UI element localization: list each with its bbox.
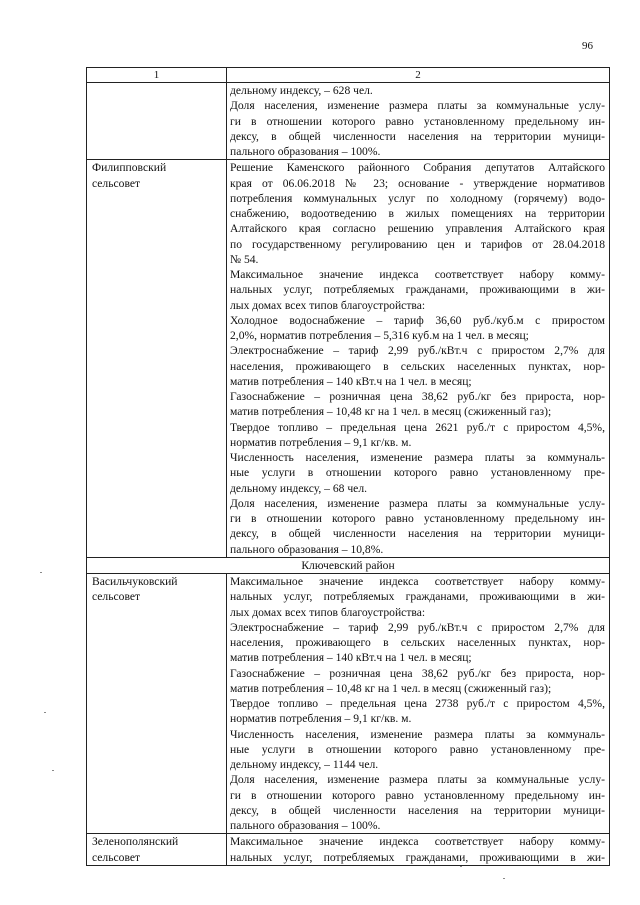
table-header-row: [87, 68, 610, 83]
description-line: Численность населения, изменение размера платы за коммуналь-: [230, 451, 605, 464]
municipality-cell: [87, 83, 227, 160]
description-line: дельному индексу, – 68 чел.: [230, 481, 368, 495]
description-line: Твердое топливо – предельная цена 2738 руб./т с приростом 4,5%,: [230, 697, 605, 710]
municipality-cell: [87, 574, 227, 834]
description-line: матив потребления – 140 кВт.ч на 1 чел. в месяц;: [230, 651, 472, 665]
description-line: норматив потребления – 9,1 кг/кв. м.: [230, 712, 412, 726]
header-col-2: 2: [227, 68, 610, 83]
description-line: края от 06.06.2018 № 23; основание - утверждение нормативов: [230, 176, 605, 190]
description-line: дексу, в общей численности населения на территории муници-: [230, 527, 605, 541]
description-line: Доля населения, изменение размера платы за коммунальные услу-: [230, 496, 605, 510]
description-cell: [227, 574, 610, 834]
description-line: нальных услуг, потребляемых гражданами, проживающими в жи-: [230, 850, 605, 864]
municipality-name-line: Васильчуковский: [92, 575, 178, 588]
description-line: Электроснабжение – тариф 2,99 руб./кВт.ч с приростом 2,7% для: [230, 620, 605, 634]
header-col-1: 1: [87, 68, 227, 83]
description-cell: [227, 83, 610, 160]
description-line: Максимальное значение индекса соответствует набору комму-: [230, 268, 605, 281]
description-line: нальных услуг, потребляемых гражданами, проживающими в жи-: [230, 283, 605, 297]
scan-speck: [40, 572, 42, 573]
description-line: матив потребления – 10,48 кг на 1 чел. в месяц (сжиженный газ);: [230, 681, 552, 695]
scan-speck: [460, 866, 462, 867]
description-line: снабжению, водоотведению в жилых помещениях на территории: [230, 207, 605, 220]
table-row: [87, 83, 610, 160]
description-line: Доля населения, изменение размера платы за коммунальные услу-: [230, 99, 605, 113]
municipality-cell: [87, 834, 227, 866]
table-row: [87, 834, 610, 866]
description-line: № 54.: [230, 252, 259, 266]
description-cell: [227, 834, 610, 866]
table-row: [87, 574, 610, 834]
description-line: Максимальное значение индекса соответствует набору комму-: [230, 575, 605, 588]
description-line: дексу, в общей численности населения на территории муници-: [230, 803, 605, 817]
description-line: матив потребления – 140 кВт.ч на 1 чел. в месяц;: [230, 374, 472, 388]
description-line: Решение Каменского районного Собрания депутатов Алтайского: [230, 161, 605, 175]
municipality-name-line: сельсовет: [92, 176, 141, 190]
description-line: потребления коммунальных услуг по холодному (горячему) водо-: [230, 191, 605, 205]
tariff-table: [86, 67, 610, 866]
municipality-name-line: сельсовет: [92, 850, 141, 864]
municipality-cell: [87, 160, 227, 558]
scan-speck: [52, 770, 54, 771]
description-line: Газоснабжение – розничная цена 38,62 руб./кг без прироста, нор-: [230, 390, 605, 403]
description-line: ги в отношении которого равно установленному предельному ин-: [230, 788, 605, 802]
description-line: Газоснабжение – розничная цена 38,62 руб./кг без прироста, нор-: [230, 666, 605, 680]
description-line: Доля населения, изменение размера платы за коммунальные услу-: [230, 773, 605, 787]
description-line: по государственному регулированию цен и тарифов от 28.04.2018: [230, 237, 605, 251]
description-line: пального образования – 100%.: [230, 145, 381, 158]
description-line: пального образования – 100%.: [230, 819, 381, 832]
description-line: лых домах всех типов благоустройства:: [230, 298, 426, 312]
page-number: 96: [582, 40, 593, 52]
description-line: ные услуги в отношении которого равно установленному пре-: [230, 466, 605, 480]
description-line: Алтайского края согласно решению управления Алтайского края: [230, 222, 605, 236]
description-line: 2,0%, норматив потребления – 5,316 куб.м на 1 чел. в месяц;: [230, 329, 529, 342]
description-line: дексу, в общей численности населения на территории муници-: [230, 129, 605, 143]
region-heading: Ключевский район: [87, 557, 610, 573]
description-line: Численность населения, изменение размера платы за коммуналь-: [230, 727, 605, 741]
municipality-name-line: Филипповский: [92, 161, 167, 175]
description-line: Холодное водоснабжение – тариф 36,60 руб./куб.м с приростом: [230, 313, 605, 327]
scan-speck: [44, 712, 46, 713]
description-line: Максимальное значение индекса соответствует набору комму-: [230, 835, 605, 849]
description-line: пального образования – 10,8%.: [230, 542, 384, 556]
description-line: матив потребления – 10,48 кг на 1 чел. в месяц (сжиженный газ);: [230, 405, 552, 419]
description-cell: [227, 160, 610, 558]
description-line: дельному индексу, – 1144 чел.: [230, 758, 379, 771]
scan-speck: [503, 878, 505, 879]
municipality-name-line: Зеленополянский: [92, 835, 179, 849]
description-line: лых домах всех типов благоустройства:: [230, 605, 426, 619]
description-line: нальных услуг, потребляемых гражданами, проживающими в жи-: [230, 590, 605, 604]
description-line: норматив потребления – 9,1 кг/кв. м.: [230, 435, 412, 449]
description-line: ги в отношении которого равно установленному предельному ин-: [230, 114, 605, 128]
region-row: [87, 557, 610, 573]
municipality-name-line: сельсовет: [92, 590, 141, 604]
description-line: ные услуги в отношении которого равно установленному пре-: [230, 742, 605, 756]
description-line: населения, проживающего в сельских населенных пунктах, нор-: [230, 359, 605, 373]
description-line: ги в отношении которого равно установленному предельному ин-: [230, 512, 605, 525]
description-line: дельному индексу, – 628 чел.: [230, 84, 373, 97]
description-line: Твердое топливо – предельная цена 2621 руб./т с приростом 4,5%,: [230, 420, 605, 434]
table-row: [87, 160, 610, 558]
description-line: Электроснабжение – тариф 2,99 руб./кВт.ч с приростом 2,7% для: [230, 344, 605, 358]
description-line: населения, проживающего в сельских населенных пунктах, нор-: [230, 636, 605, 649]
